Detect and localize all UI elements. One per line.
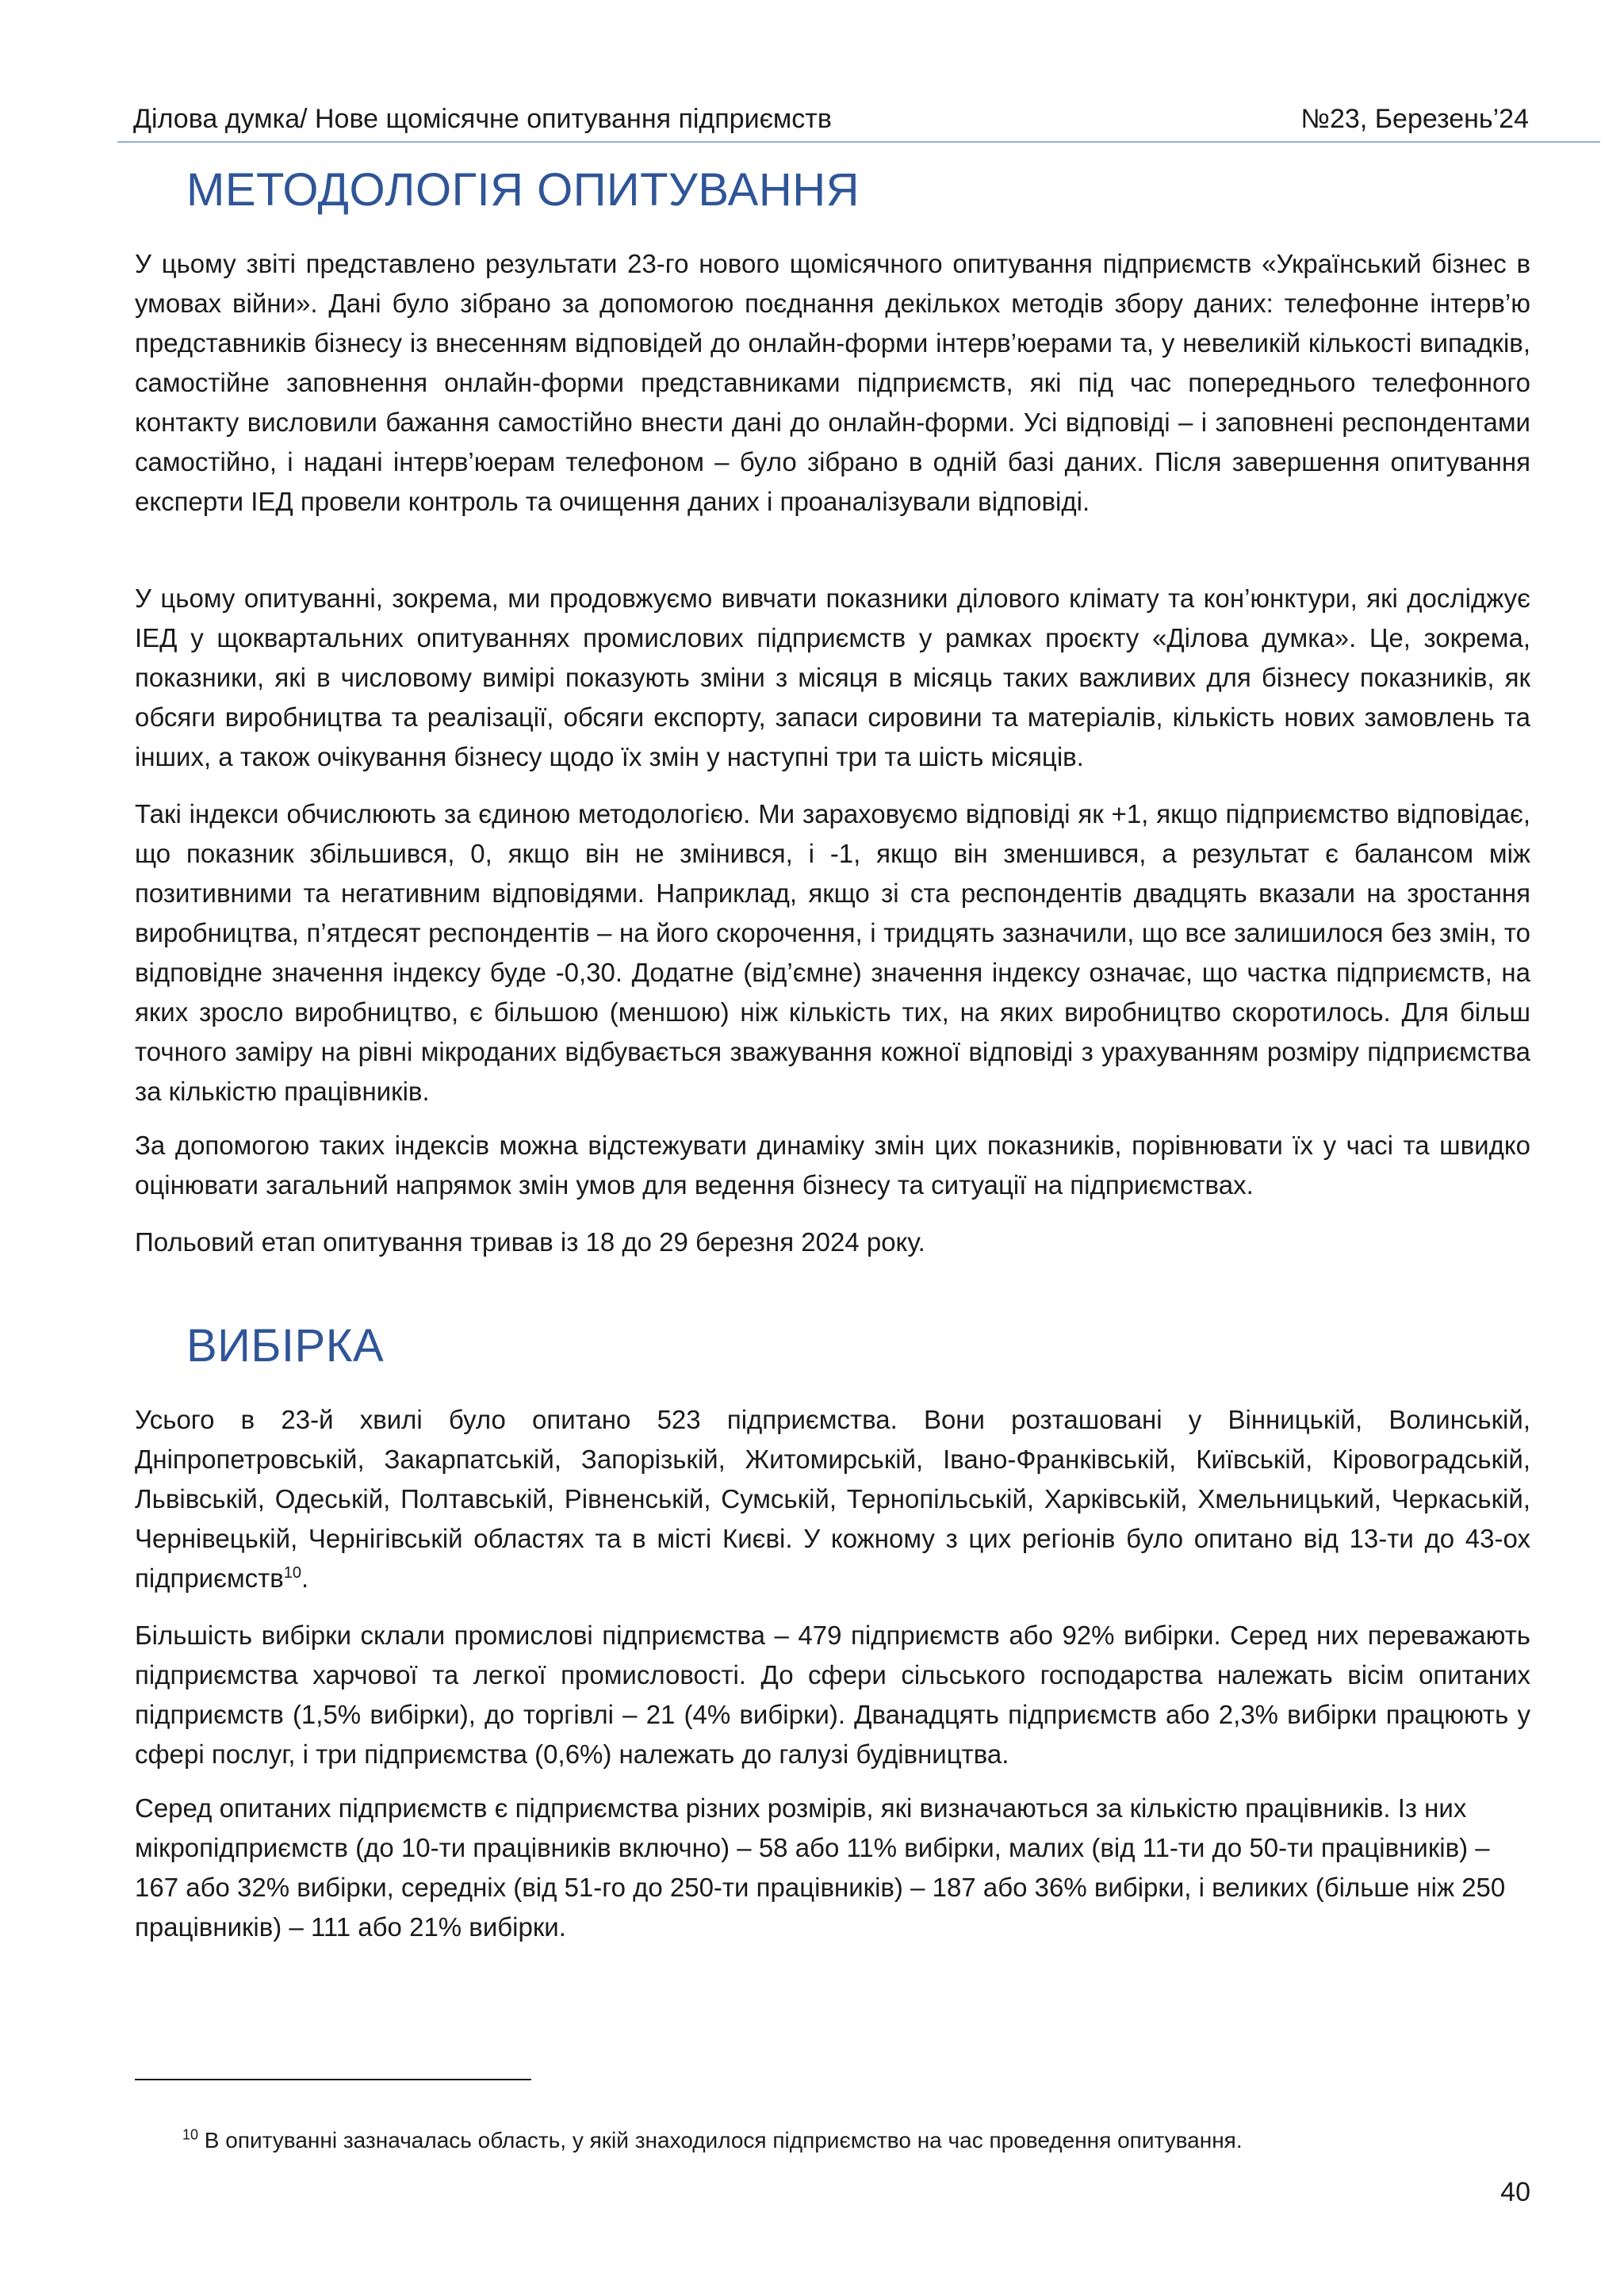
sample-paragraph-3: Серед опитаних підприємств є підприємства різних розмірів, які визначаються за кількістю працівників. Із них мікропідприємств (до 10-ти працівників включно) – 58 або 11% вибірки, малих (від 11-ти до 50-ти працівників) – 167 або 32% вибірки, середніх (від 51-го до 250-ти працівників) – 187 або 36% вибірки, і великих (більше ніж 250 працівників) – 111 або 21% вибірки. — [135, 1793, 1506, 1942]
methodology-title: МЕТОДОЛОГІЯ ОПИТУВАННЯ — [186, 164, 860, 216]
methodology-paragraph-1: У цьому звіті представлено результати 23-го нового щомісячного опитування підприємств «Український бізнес в умовах війни». Дані було зібрано за допомогою поєднання декількох методів збору даних: телефонне інтерв’ю представників бізнесу із внесенням відповідей до онлайн-форми інтерв’юерами та, у невеликій кількості випадків, самостійне заповнення онлайн-форми представниками підприємств, які під час попереднього телефонного контакту висловили бажання самостійно внести дані до онлайн-форми. Усі відповіді – і заповнені респондентами самостійно, і надані інтерв’юерам телефоном – було зібрано в одній базі даних. Після завершення опитування експерти ІЕД провели контроль та очищення даних і проаналізували відповіді. — [135, 249, 1530, 516]
page-number: 40 — [1500, 2177, 1530, 2207]
methodology-paragraph-5: Польовий етап опитування тривав із 18 до 29 березня 2024 року. — [135, 1227, 925, 1257]
sample-paragraph-1 — [135, 1400, 1530, 1598]
footnote — [182, 2125, 1243, 2156]
footnote-number: 10 — [182, 2126, 199, 2143]
header-title: Ділова думка/ Нове щомісячне опитування підприємств — [133, 104, 832, 134]
running-header — [133, 98, 1529, 140]
methodology-paragraph-3: Такі індекси обчислюють за єдиною методологією. Ми зараховуємо відповіді як +1, якщо підприємство відповідає, що показник збільшився, 0, якщо він не змінився, і -1, якщо він зменшився, а результат є балансом між позитивними та негативним відповідями. Наприклад, якщо зі ста респондентів двадцять вказали на зростання виробництва, п’ятдесят респондентів – на його скорочення, і тридцять зазначили, що все залишилося без змін, то відповідне значення індексу буде -0,30. Додатне (від’ємне) значення індексу означає, що частка підприємств, на яких зросло виробництво, є більшою (меншою) ніж кількість тих, на яких виробництво скоротилось. Для більш точного заміру на рівні мікроданих відбувається зважування кожної відповіді з урахуванням розміру підприємства за кількістю працівників. — [135, 799, 1530, 1106]
sample-title: ВИБІРКА — [186, 1320, 385, 1372]
sample-paragraph-2: Більшість вибірки склали промислові підприємства – 479 підприємств або 92% вибірки. Серед них переважають підприємства харчової та легкої промисловості. До сфери сільського господарства належать вісім опитаних підприємств (1,5% вибірки), до торгівлі – 21 (4% вибірки). Дванадцять підприємств або 2,3% вибірки працюють у сфері послуг, і три підприємства (0,6%) належать до галузі будівництва. — [135, 1621, 1530, 1769]
methodology-paragraph-4: За допомогою таких індексів можна відстежувати динаміку змін цих показників, порівнювати їх у часі та швидко оцінювати загальний напрямок змін умов для ведення бізнесу та ситуації на підприємствах. — [135, 1131, 1530, 1200]
sample-paragraph-1-end: . — [301, 1563, 309, 1593]
header-issue: №23, Березень’24 — [1300, 104, 1529, 134]
footnote-divider — [135, 2079, 531, 2080]
header-divider — [117, 141, 1600, 143]
footnote-text: В опитуванні зазначалась область, у якій знаходилося підприємство на час проведення опитування. — [198, 2128, 1243, 2152]
footnote-reference[interactable]: 10 — [283, 1564, 302, 1582]
sample-paragraph-1-text: Усього в 23-й хвилі було опитано 523 підприємства. Вони розташовані у Вінницькій, Волинській, Дніпропетровській, Закарпатській, Запорізькій, Житомирській, Івано-Франківській, Київській, Кіровоградській, Львівській, Одеській, Полтавській, Рівненській, Сумській, Тернопільській, Харківській, Хмельницький, Черкаській, Чернівецькій, Чернігівській областях та в місті Києві. У кожному з цих регіонів було опитано від 13-ти до 43-ох підприємств — [135, 1405, 1530, 1593]
methodology-paragraph-2: У цьому опитуванні, зокрема, ми продовжуємо вивчати показники ділового клімату та кон’юнктури, які досліджує ІЕД у щоквартальних опитуваннях промислових підприємств у рамках проєкту «Ділова думка». Це, зокрема, показники, які в числовому вимірі показують зміни з місяця в місяць таких важливих для бізнесу показників, як обсяги виробництва та реалізації, обсяги експорту, запаси сировини та матеріалів, кількість нових замовлень та інших, а також очікування бізнесу щодо їх змін у наступні три та шість місяців. — [135, 584, 1530, 771]
